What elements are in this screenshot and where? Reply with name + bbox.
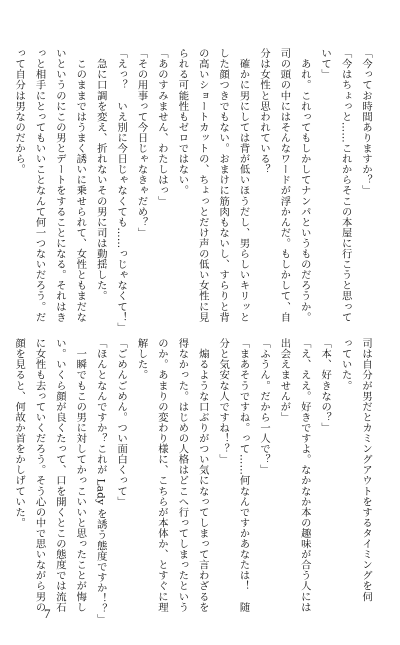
text-line: っていた。 [339, 338, 352, 391]
text-line: 「今ってお時間ありますか？」 [360, 48, 372, 196]
text-line: って自分は男なのだから。 [13, 48, 26, 175]
text-line: いて」 [319, 48, 332, 80]
page-number: 7 [44, 606, 51, 621]
text-line: のか。あまりの変わり様に、こちらが本体か、とすぐに理 [155, 338, 168, 613]
text-line: 出会えませんが」 [278, 338, 291, 423]
text-line: っと相手にとってもいいことなんて何一つないだろう。だ [33, 48, 46, 323]
text-line: このままではうまく誘いに乗せられて、女性ともまだな [74, 48, 87, 323]
text-line: あれ。これってもしかしてナンパというものだろうか。 [298, 48, 311, 323]
text-line: られる可能性もゼロではない。 [176, 48, 189, 196]
text-line: 司の頭の中にはそんなワードが浮かんだ。もしかして、自 [278, 48, 291, 323]
text-line: いというのにこの男とデートをすることになる。それはき [53, 48, 66, 323]
text-line: 「その用事って今日じゃなきゃだめ？」 [135, 48, 148, 238]
text-line: に女性も去っていくだろう。そう心の中で思いながら男の [33, 338, 46, 613]
text-line: 得なかった。はじめの人格はどこへ行ってしまったという [176, 338, 189, 613]
text-line: 「え、ええ。好きですよ。なかなか本の趣味が合う人には [298, 338, 311, 613]
text-line: の高いショートカットの、ちょっとだけ声の低い女性に見 [196, 48, 209, 323]
text-line: 「今はちょっと……これからそこの本屋に行こうと思って [339, 48, 352, 323]
text-line: した顔つきでもない。おまけに筋肉もないし、すらりと背 [217, 48, 230, 323]
text-line: 「あのすみません、わたしはっ」 [155, 48, 168, 207]
text-line: 煽るような口ぶりがつい気になってしまって言わざるを [196, 338, 209, 613]
text-line: 「本、好きなの？」 [319, 338, 332, 433]
text-line: 「えっ？ いえ別に今日じゃなくても……っじゃなくて！」 [115, 48, 128, 333]
text-line: 「ふうん。だから一人で？」 [257, 338, 270, 476]
text-line: 「ごめんごめん。つい面白くって」 [115, 338, 128, 507]
text-line: い。いくら顔が良くたって、口を開くとこの態度では流石 [53, 338, 66, 613]
text-line: 「ほんとなんですか？これが Lady を誘う態度ですか！？」 [94, 338, 107, 625]
text-line: 司は自分が男だとカミングアウトをするタイミングを伺 [360, 338, 372, 602]
text-line: 「まあそうですね。って……何なんですかあなたは！ 随 [237, 338, 250, 613]
text-line: 分と気安な人ですね！？」 [217, 338, 230, 465]
text-line: 顔を見ると、何故か首をかしげていた。 [13, 338, 26, 528]
text-line: 確かに男にしては背が低いほうだし、男らしいキリッと [237, 48, 250, 323]
text-line: 一瞬でもこの男に対してかっこいいと思ったことが悔し [74, 338, 87, 613]
upper-text-block [13, 48, 376, 333]
text-line: 分は女性と思われている？ [257, 48, 270, 175]
text-line: 解した。 [135, 338, 148, 381]
lower-text-block [13, 338, 376, 625]
text-line: 急に口調を変え、折れないその男に司は動揺した。 [94, 48, 107, 302]
